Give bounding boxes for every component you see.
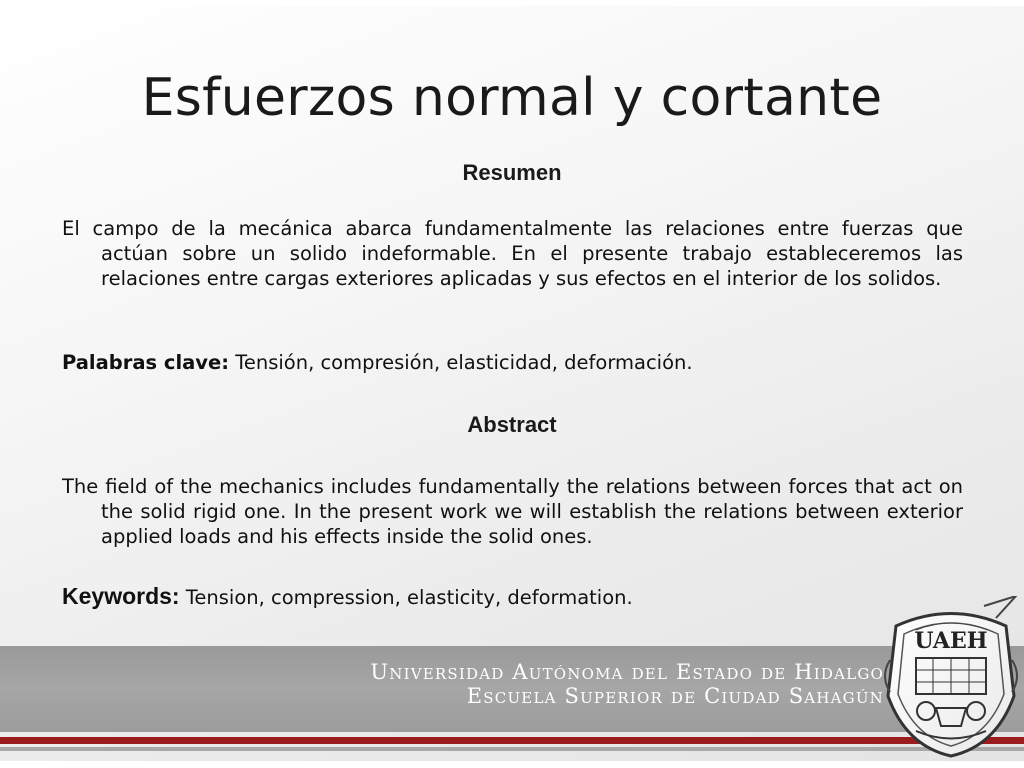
resumen-paragraph: El campo de la mecánica abarca fundamentalmente las relaciones entre fuerzas que actúan sobre un solido indeformable. En el presente trabajo estableceremos las relaciones entre cargas exteriores aplicadas y sus efectos en el interior de los solidos. [62, 217, 963, 290]
footer-red-stripe [0, 737, 1024, 744]
abstract-paragraph: The field of the mechanics includes fundamentally the relations between forces that act on the solid rigid one. In the present work we will establish the relations between exterior applied loads and his effects inside the solid ones. [62, 475, 963, 548]
school-name: Escuela Superior de Ciudad Sahagún [466, 684, 884, 708]
footer-gray-stripe [0, 747, 1024, 751]
keywords-label: Keywords: [62, 583, 180, 609]
slide-title: Esfuerzos normal y cortante [141, 68, 883, 128]
slide [0, 6, 1024, 761]
keywords [62, 584, 963, 610]
resumen-heading: Resumen [462, 160, 562, 185]
keywords-text: Tension, compression, elasticity, deformation. [179, 586, 633, 609]
university-name: Universidad Autónoma del Estado de Hidalgo [370, 660, 884, 684]
palabras-clave-text: Tensión, compresión, elasticidad, deformación. [229, 351, 693, 374]
university-seal-icon [876, 596, 1024, 760]
palabras-clave [62, 350, 963, 375]
seal-text: UAEH [914, 628, 988, 654]
abstract-heading: Abstract [467, 412, 557, 437]
palabras-clave-label: Palabras clave: [62, 351, 230, 374]
